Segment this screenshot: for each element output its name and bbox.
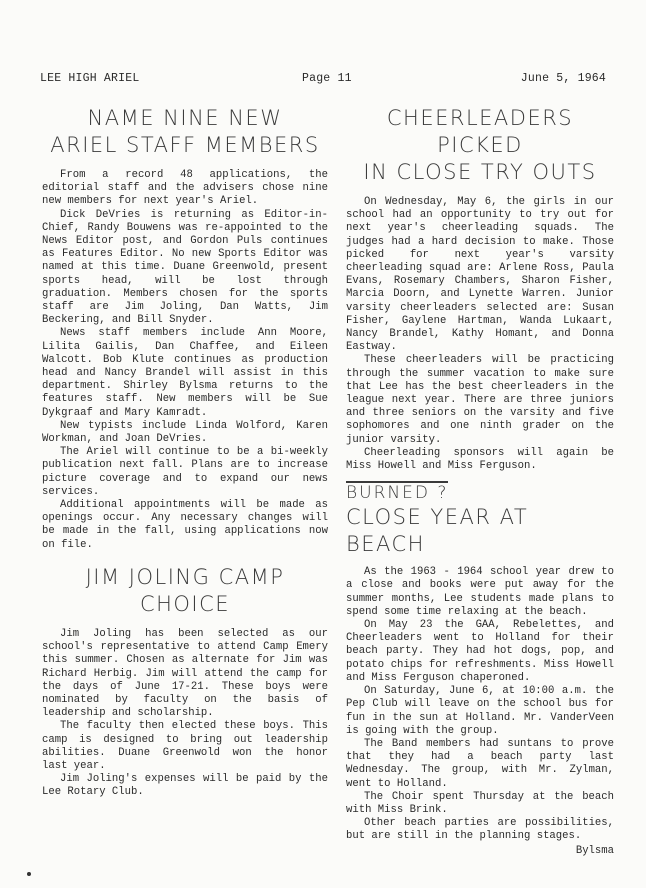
- article-camp: [42, 564, 328, 800]
- paragraph: On Saturday, June 6, at 10:00 a.m. the Pep Club will leave on the school bus for fun in the sun at Holland. Mr. VanderVeen is going with the group.: [346, 685, 614, 737]
- headline-cheer-line2: IN CLOSE TRY OUTS: [363, 160, 597, 184]
- article-beach: [346, 481, 614, 857]
- headline-camp: JIM JOLING CAMP CHOICE: [85, 564, 285, 616]
- paragraph: From a record 48 applications, the editorial staff and the advisers chose nine new members for next year's Ariel.: [42, 169, 328, 208]
- article-cheerleaders: [346, 105, 614, 473]
- paragraph: On May 23 the GAA, Rebelettes, and Cheerleaders went to Holland for their beach party. They had hot dogs, pop, and potato chips for refreshments. Miss Howell and Miss Ferguson chaperoned.: [346, 619, 614, 684]
- headline-staff: [42, 105, 328, 159]
- paragraph: The Band members had suntans to prove that they had a beach party last Wednesday. The group, with Mr. Zylman, went to Holland.: [346, 737, 614, 790]
- paragraph: Cheerleading sponsors will again be Miss Howell and Miss Ferguson.: [346, 446, 614, 473]
- headline-cheer-line1: CHEERLEADERS PICKED: [386, 106, 574, 157]
- paragraph: These cheerleaders will be practicing through the summer vacation to make sure that Lee has the best cheerleaders in the league next year. There are three juniors and three seniors on the varsity and five sophomores and one ninth grader on the junior varsity.: [346, 354, 614, 446]
- paragraph: Additional appointments will be made as openings occur. Any necessary changes will be made in the fall, using applications now on file.: [42, 499, 328, 551]
- paragraph: Jim Joling's expenses will be paid by the Lee Rotary Club.: [42, 773, 328, 799]
- headline-staff-line1: NAME NINE NEW: [87, 106, 283, 130]
- scan-mark: [27, 872, 31, 876]
- headline-cheer: [346, 105, 614, 186]
- kicker-burned: BURNED ?: [346, 483, 449, 504]
- paragraph: Other beach parties are possibilities, but are still in the planning stages.: [346, 817, 614, 843]
- article-staff: [42, 105, 328, 552]
- page-number: Page 11: [302, 72, 352, 85]
- paragraph: The faculty then elected these boys. This camp is designed to bring out leadership abilities. Duane Greenwold won the honor last year.: [42, 720, 328, 772]
- paragraph: Dick DeVries is returning as Editor-in-Chief, Randy Bouwens was re-appointed to the News Editor post, and Gordon Puls continues as Features Editor. No new Sports Editor was named at this time. Duane Greenwold, present sports head, will be lost through graduation. Members chosen for the sports staff are Jim Joling, Dan Watts, Jim Beckering, and Bill Snyder.: [42, 208, 328, 327]
- right-column: [346, 96, 614, 858]
- paragraph: News staff members include Ann Moore, Lilita Gailis, Dan Chaffee, and Eileen Walcott. Bob Klute continues as production head and Nancy Brandel will assist in this department. Shirley Bylsma returns to the features staff. New members will be Sue Dykgraaf and Mary Kamradt.: [42, 327, 328, 419]
- paragraph: The Choir spent Thursday at the beach with Miss Brink.: [346, 790, 614, 816]
- left-column: [42, 96, 328, 800]
- paragraph: On Wednesday, May 6, the girls in our school had an opportunity to try out for next year's cheerleading squads. The judges had a hard decision to make. Those picked for next year's varsity cheerleading squad are: Arlene Ross, Paula Evans, Rosemary Chambers, Sharon Fisher, Marcia Doorn, and Lynette Warren. Junior varsity cheerleaders selected are: Susan Fisher, Gaylene Hartman, Wanda Lukaart, Nancy Brandel, Kathy Homant, and Donna Eastway.: [346, 196, 614, 354]
- page-header: [40, 72, 606, 88]
- paragraph: New typists include Linda Wolford, Karen Workman, and Joan DeVries.: [42, 419, 328, 446]
- issue-date: June 5, 1964: [520, 72, 606, 85]
- paper-name: LEE HIGH ARIEL: [40, 72, 140, 85]
- paragraph: The Ariel will continue to be a bi-weekly publication next fall. Plans are to increase picture coverage and to expand our news services.: [42, 446, 328, 498]
- paragraph: As the 1963 - 1964 school year drew to a close and books were put away for the summer months, Lee students made plans to spend some time relaxing at the beach.: [346, 566, 614, 618]
- headline-staff-line2: ARIEL STAFF MEMBERS: [50, 133, 320, 157]
- byline: Bylsma: [575, 844, 614, 857]
- headline-beach: CLOSE YEAR AT BEACH: [346, 505, 529, 557]
- paragraph: Jim Joling has been selected as our school's representative to attend Camp Emery this summer. Chosen as alternate for Jim was Richard Herbig. Jim will attend the camp for the days of June 17-21. These boys were nominated by faculty on the basis of leadership and scholarship.: [42, 627, 328, 720]
